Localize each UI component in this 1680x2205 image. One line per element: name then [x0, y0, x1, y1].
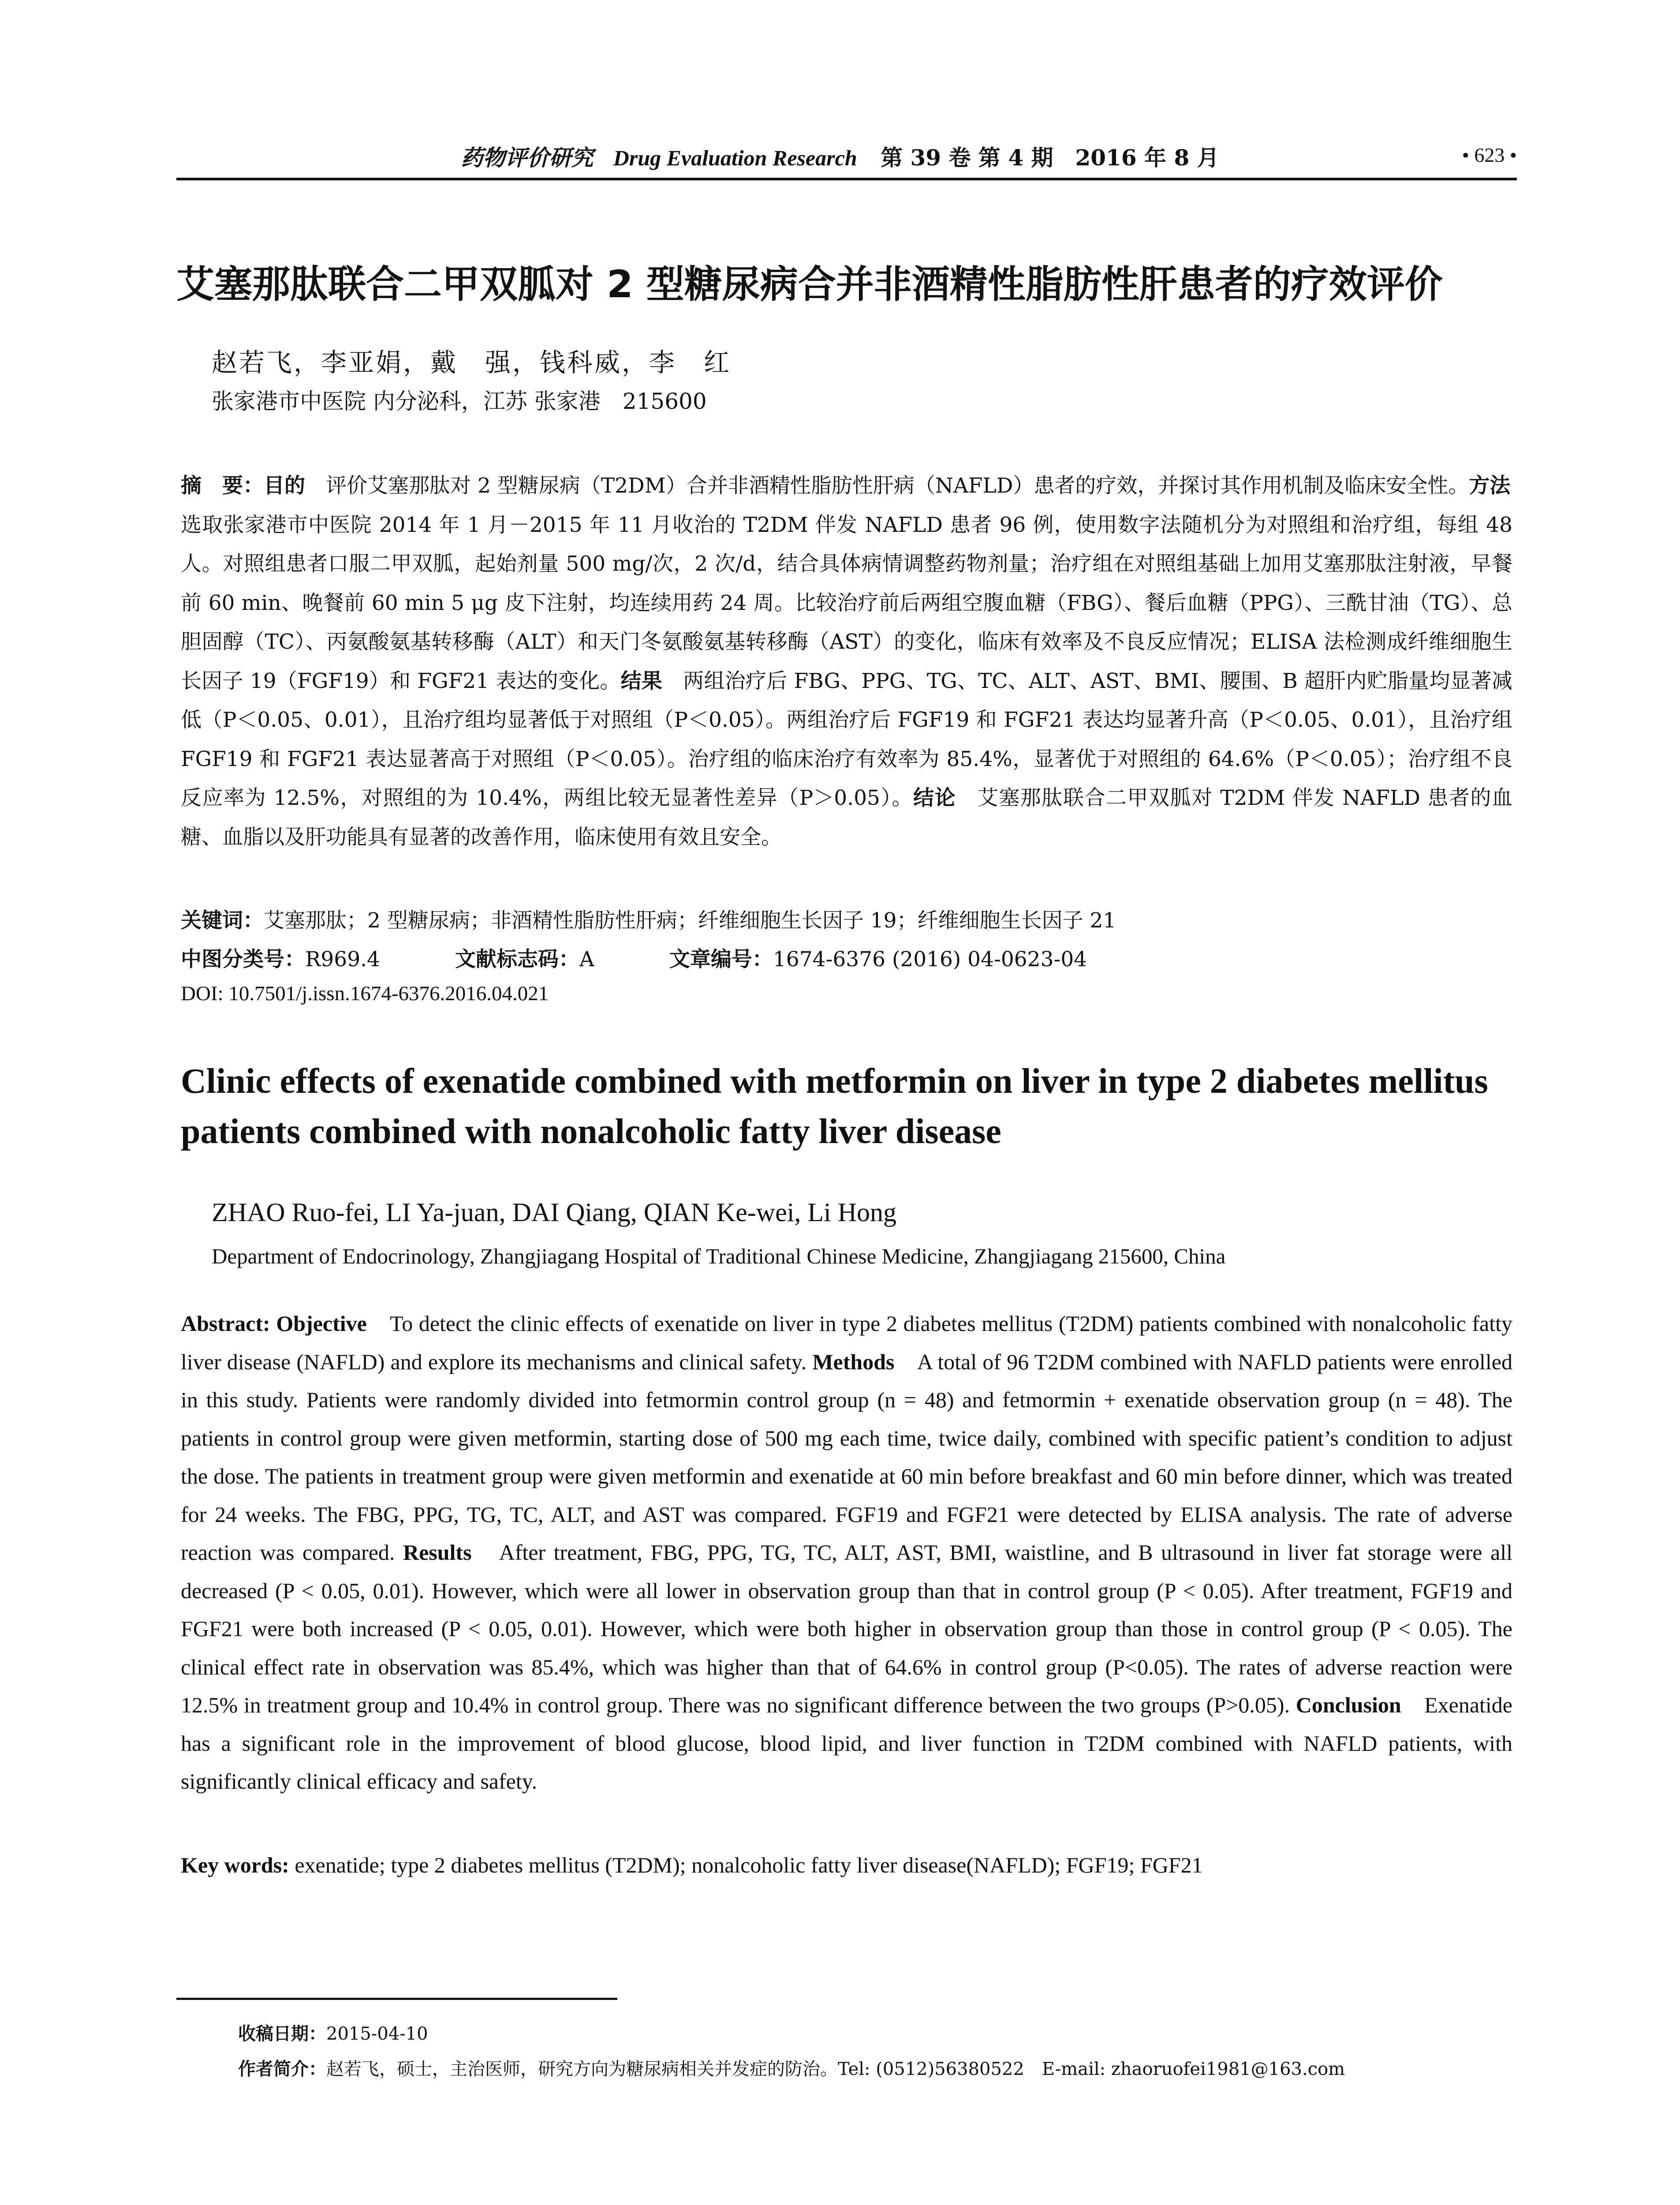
en-abstract-label: Abstract: Objective — [181, 1311, 367, 1336]
en-affiliation: Department of Endocrinology, Zhangjiagang Hospital of Traditional Chinese Medicine, Zhangjiagang 215600, China — [212, 1244, 1226, 1268]
en-objective: To detect the clinic effects of exenatide on liver in type 2 diabetes mellitus (T2DM) patients combined with nonalcoholic fatty liver disease (NAFLD) and explore its mechanisms and clinical safety. — [181, 1311, 1512, 1374]
en-conclusion-label: Conclusion — [1295, 1693, 1401, 1717]
cn-article-no-label: 文章编号： — [669, 947, 773, 972]
footnote-received — [238, 2020, 428, 2045]
cn-methods-label: 方法 — [1469, 474, 1511, 498]
cn-title: 艾塞那肽联合二甲双胍对 2 型糖尿病合并非酒精性脂肪性肝患者的疗效评价 — [176, 262, 1443, 306]
cn-methods: 选取张家港市中医院 2014 年 1 月－2015 年 11 月收治的 T2DM 伴发 NAFLD 患者 96 例，使用数字法随机分为对照组和治疗组，每组 48 人。对照组患者口服二甲双胍，起始剂量 500 mg/次，2 次/d，结合具体病情调整药物剂量；治疗组在对照组基础上加用艾塞那肽注射液，早餐前 60 min、晚餐前 60 min 5 μg 皮下注射，均连续用药 24 周。比较治疗前后两组空腹血糖（FBG）、餐后血糖（PPG）、三酰甘油（TG）、总胆固醇（TC）、丙氨酸氨基转移酶（ALT）和天门冬氨酸氨基转移酶（AST）的变化，临床有效率及不良反应情况；ELISA 法检测成纤维细胞生长因子 19（FGF19）和 FGF21 表达的变化。 — [181, 474, 1531, 693]
cn-keywords-label: 关键词： — [181, 908, 264, 933]
cn-objective-label: 目的 — [264, 474, 305, 498]
en-conclusion: Exenatide has a significant role in the improvement of blood glucose, blood lipid, and liver function in T2DM combined with NAFLD patients, with significantly clinical efficacy and safety. — [181, 1693, 1513, 1794]
en-results-label: Results — [403, 1540, 472, 1565]
cn-authors: 赵若飞，李亚娟，戴 强，钱科威，李 红 — [212, 348, 732, 377]
page-number: • 623 • — [1462, 144, 1517, 166]
cn-doccode-label: 文献标志码： — [455, 947, 579, 972]
footnote-author — [238, 2055, 1345, 2080]
received-label: 收稿日期： — [238, 2024, 326, 2044]
cn-abstract — [181, 467, 1531, 857]
journal-name-en: Drug Evaluation Research — [613, 146, 857, 170]
journal-logo: 药物评价研究 — [461, 145, 594, 171]
en-keywords: exenatide; type 2 diabetes mellitus (T2DM); nonalcoholic fatty liver disease(NAFLD); FGF19; FGF21 — [289, 1853, 1203, 1877]
cn-article-no: 1674-6376 (2016) 04-0623-04 — [773, 947, 1087, 972]
cn-clc-label: 中图分类号： — [181, 947, 305, 972]
cn-clc: R969.4 — [305, 947, 380, 972]
cn-conclusion-label: 结论 — [913, 786, 956, 810]
cn-doi: DOI: 10.7501/j.issn.1674-6376.2016.04.021 — [181, 982, 549, 1005]
author-bio: 赵若飞，硕士，主治医师，研究方向为糖尿病相关并发症的防治。Tel: (0512)56380522 E-mail: zhaoruofei1981@163.com — [326, 2059, 1345, 2079]
cn-results-label: 结果 — [620, 669, 663, 693]
en-methods: A total of 96 T2DM combined with NAFLD patients were enrolled in this study. Patients were randomly divided into fetmormin control group (n = 48) and fetmormin + exenatide observation group (n = 48). The patients in control group were given metformin, starting dose of 500 mg each time, twice daily, combined with specific patient’s condition to adjust the dose. The patients in treatment group were given metformin and exenatide at 60 min before breakfast and 60 min before dinner, which was treated for 24 weeks. The FBG, PPG, TG, TC, ALT, and AST was compared. FGF19 and FGF21 were detected by ELISA analysis. The rate of adverse reaction was compared. — [181, 1349, 1512, 1565]
en-keywords-label: Key words: — [181, 1853, 289, 1877]
en-title: Clinic effects of exenatide combined with metformin on liver in type 2 diabetes mellitus patients combined with nonalcoholic fatty liver disease — [181, 1062, 1488, 1151]
en-authors: ZHAO Ruo-fei, LI Ya-juan, DAI Qiang, QIAN Ke-wei, Li Hong — [212, 1198, 897, 1227]
en-results: After treatment, FBG, PPG, TG, TC, ALT, AST, BMI, waistline, and B ultrasound in liver fat storage were all decreased (P < 0.05, 0.01). However, which were all lower in observation group than that in control group (P < 0.05). After treatment, FGF19 and FGF21 were both increased (P < 0.05, 0.01). However, which were both higher in observation group than those in control group (P < 0.05). The clinical effect rate in observation was 85.4%, which was higher than that of 64.6% in control group (P<0.05). The rates of adverse reaction were 12.5% in treatment group and 10.4% in control group. There was no significant difference between the two groups (P>0.05). — [181, 1540, 1512, 1717]
cn-doccode: A — [579, 947, 594, 972]
cn-abstract-label: 摘 要： — [181, 474, 264, 498]
cn-conclusion: 艾塞那肽联合二甲双胍对 T2DM 伴发 NAFLD 患者的血糖、血脂以及肝功能具有显著的改善作用，临床使用有效且安全。 — [181, 786, 1513, 849]
cn-keywords: 艾塞那肽；2 型糖尿病；非酒精性脂肪性肝病；纤维细胞生长因子 19；纤维细胞生长因子 21 — [264, 908, 1116, 933]
issue-info: 第 39 卷 第 4 期 2016 年 8 月 — [881, 145, 1219, 171]
en-abstract — [181, 1304, 1512, 1801]
en-methods-label: Methods — [812, 1349, 895, 1374]
author-bio-label: 作者简介： — [238, 2059, 326, 2079]
cn-results: 两组治疗后 FBG、PPG、TG、TC、ALT、AST、BMI、腰围、B 超肝内贮脂量均显著减低（P＜0.05、0.01），且治疗组均显著低于对照组（P＜0.05）。两组治疗后 FGF19 和 FGF21 表达均显著升高（P＜0.05、0.01），且治疗组 FGF19 和 FGF21 表达显著高于对照组（P＜0.05）。治疗组的临床治疗有效率为 85.4%，显著优于对照组的 64.6%（P＜0.05）；治疗组不良反应率为 12.5%，对照组的为 10.4%，两组比较无显著性差异（P＞0.05）。 — [181, 669, 1512, 810]
cn-objective: 评价艾塞那肽对 2 型糖尿病（T2DM）合并非酒精性脂肪性肝病（NAFLD）患者的疗效，并探讨其作用机制及临床安全性。 — [305, 474, 1469, 498]
cn-classification-line — [181, 943, 1512, 972]
en-keywords-line — [181, 1852, 1512, 1878]
running-header — [176, 140, 1504, 172]
cn-affiliation: 张家港市中医院 内分泌科，江苏 张家港 215600 — [212, 389, 707, 414]
cn-keywords-line — [181, 904, 1512, 934]
header-rule — [176, 178, 1517, 180]
footnote-rule — [176, 1998, 617, 2000]
received-date: 2015-04-10 — [326, 2024, 428, 2044]
